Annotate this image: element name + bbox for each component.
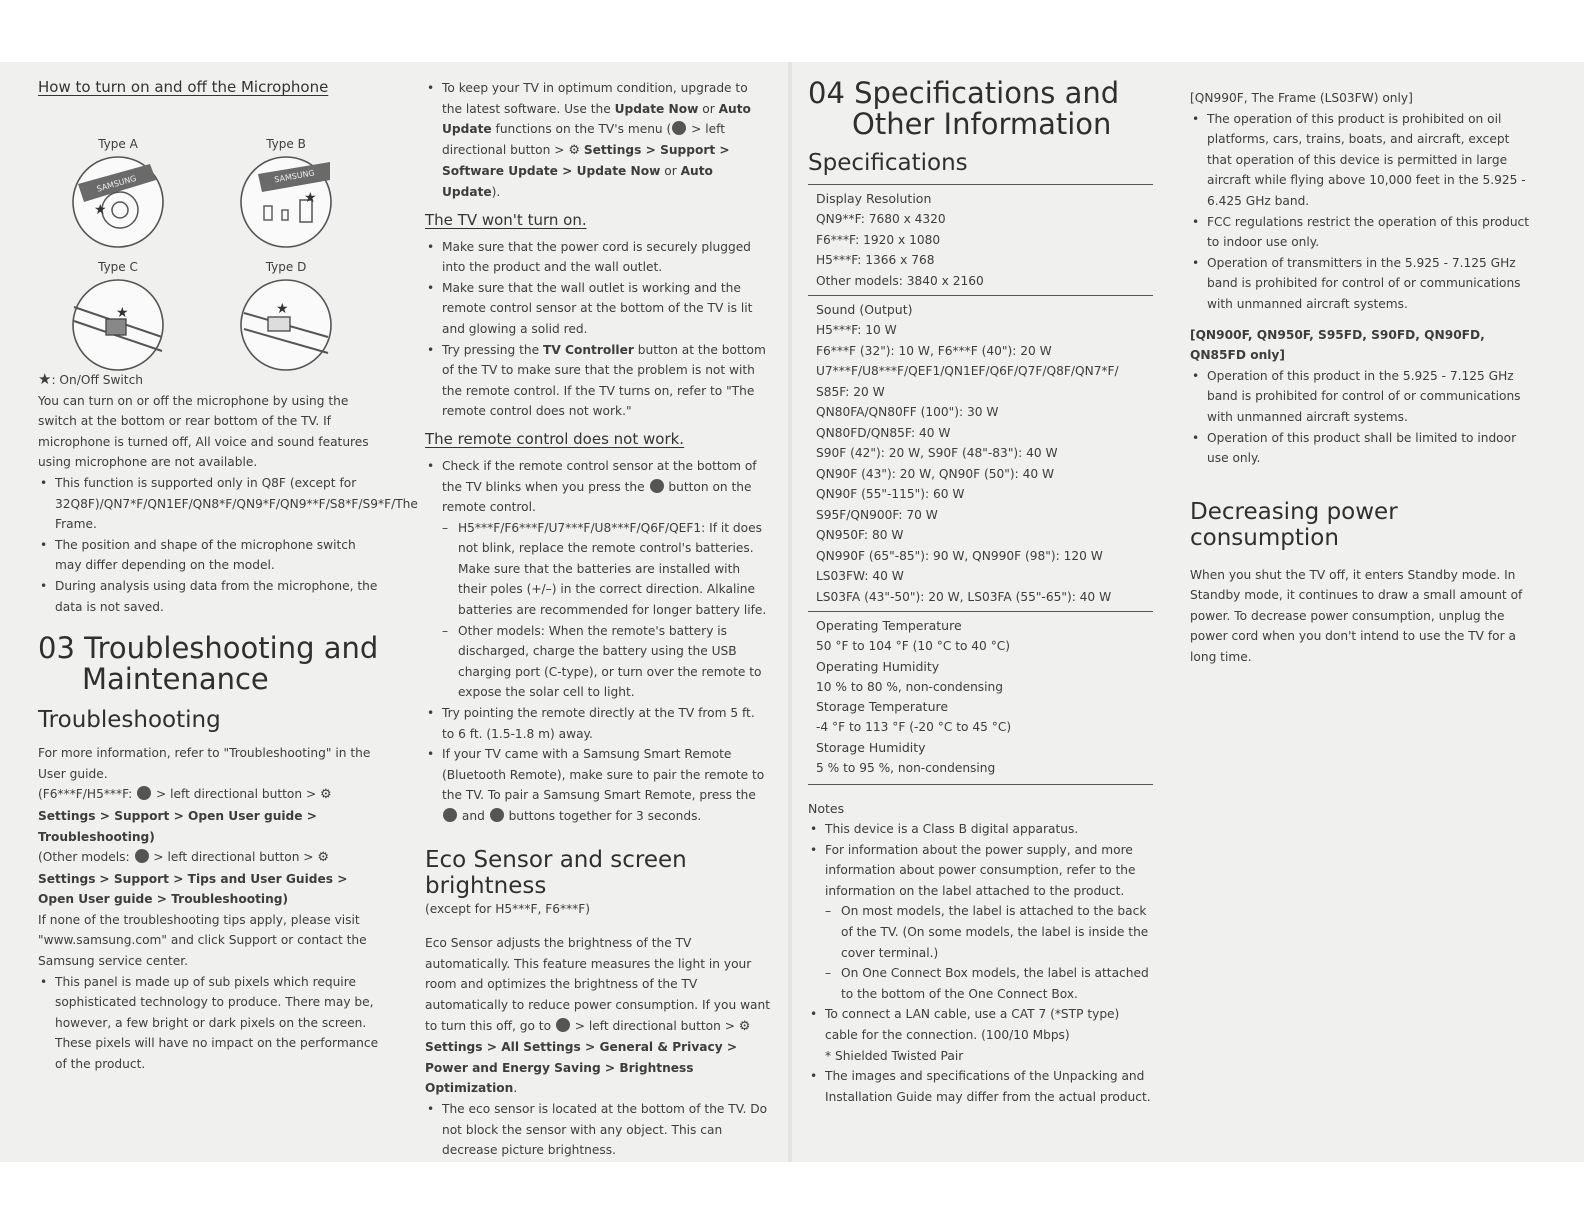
- notes-heading: Notes: [808, 801, 845, 816]
- operating-humidity-heading: Operating Humidity: [816, 658, 940, 674]
- spec-row: 5 % to 95 %, non-condensing: [816, 760, 996, 775]
- qn990f-heading: [QN990F, The Frame (LS03FW) only]: [1190, 91, 1413, 105]
- list-item: [425, 340, 770, 422]
- spec-row: U7***F/U8***F/QEF1/QN1EF/Q6F/Q7F/Q8F/QN7*F/: [816, 364, 1119, 378]
- list-item: • The images and specifications of the Unpacking and Installation Guide may differ from the actual product.: [808, 1066, 1153, 1107]
- specifications-title: Specifications: [808, 150, 968, 176]
- path-prefix: (Other models:: [38, 850, 130, 865]
- power-consumption-title: [1190, 499, 1535, 551]
- chapter-03-line2: Maintenance: [82, 662, 269, 697]
- eco-sensor-title: [425, 847, 770, 899]
- microphone-bullets: [38, 473, 418, 617]
- qn900f-heading: [1190, 325, 1535, 366]
- spec-row: H5***F: 1366 x 768: [816, 253, 935, 267]
- text: or: [702, 101, 715, 116]
- eco-bullets: [425, 1099, 770, 1161]
- text: Check if the remote control sensor at the bottom of the TV blinks when you press the: [442, 458, 757, 494]
- microphone-heading: How to turn on and off the Microphone: [38, 78, 329, 96]
- text: If your TV came with a Samsung Smart Remote (Bluetooth Remote), make sure to pair the remote to the TV. To pair a Samsung Smart Remote, press the: [442, 747, 765, 803]
- home-icon: [556, 1018, 570, 1032]
- text-bold: Auto Update: [442, 164, 713, 199]
- chapter-03-line1: 03 Troubleshooting and: [38, 631, 379, 666]
- list-item: [425, 78, 770, 203]
- wont-turn-on-bullets: [425, 237, 770, 422]
- chapter-04-title: [808, 78, 1153, 140]
- list-item: • The eco sensor is located at the bottom of the TV. Do not block the sensor with any object. This can decrease picture brightness.: [425, 1099, 770, 1161]
- remote-sub-bullets: [442, 518, 770, 703]
- spec-row: QN80FD/QN85F: 40 W: [816, 425, 951, 440]
- troubleshooting-other-path: [38, 847, 383, 910]
- power-title-line1: Decreasing power: [1190, 498, 1398, 525]
- microphone-diagrams: [38, 104, 383, 369]
- spec-row: QN950F: 80 W: [816, 528, 904, 542]
- text-bold: Update Now: [614, 101, 699, 116]
- text-bold: Settings > Support > Software Update > Update Now: [442, 142, 730, 179]
- list-item: • Operation of this product shall be limited to indoor use only.: [1190, 428, 1535, 469]
- path-text: > left directional button >: [153, 850, 314, 865]
- list-item: • This device is a Class B digital apparatus.: [808, 819, 1153, 840]
- footnote: * Shielded Twisted Pair: [825, 1048, 964, 1063]
- power-paragraph: When you shut the TV off, it enters Standby mode. In Standby mode, it continues to draw a small amount of power. To decrease power consumption, unplug the power cord when you don't intend to use the TV for a long time.: [1190, 567, 1523, 665]
- mic-type-b-illustration: [238, 154, 334, 250]
- spec-row: LS03FW: 40 W: [816, 569, 904, 583]
- text: ).: [491, 184, 501, 199]
- text: button at the bottom of the TV to make sure that the problem is not with the remote control. If the TV turns on, refer to "The remote control does not work.": [442, 342, 766, 419]
- list-item: – Other models: When the remote's battery is discharged, charge the battery using the USB charging port (C-type), or turn over the remote to expose the solar cell to light.: [442, 621, 770, 703]
- mic-type-d: [226, 259, 346, 373]
- text-bold: Settings > All Settings > General & Privacy > Power and Energy Saving > Brightness Optimization: [425, 1040, 738, 1096]
- list-item: [808, 1004, 1153, 1066]
- star-icon: ★: [304, 190, 317, 206]
- eco-paragraph: Eco Sensor adjusts the brightness of the TV automatically. This feature measures the light in your room and optimizes the brightness of the TV automatically to reduce power consumption. If you want to turn this off, go to > left directional button > ⚙ Settings > All Settings > General & Privacy > Power and Energy Saving > Brightness Optimization.: [425, 936, 771, 1096]
- storage-temperature-heading: Storage Temperature: [816, 699, 949, 714]
- list-item: – On most models, the label is attached to the back of the TV. (On some models, the label is inside the cover terminal.): [825, 901, 1153, 963]
- spec-row: F6***F (32"): 10 W, F6***F (40"): 20 W: [816, 343, 1052, 358]
- path-bold: Settings > Support > Open User guide > Troubleshooting): [38, 808, 317, 844]
- spec-row: F6***F: 1920 x 1080: [816, 232, 941, 247]
- spec-row: QN990F (65"-85"): 90 W, QN990F (98"): 120 W: [816, 548, 1103, 563]
- environment-block: [808, 611, 1153, 782]
- list-item: • Make sure that the power cord is securely plugged into the product and the wall outlet.: [425, 237, 770, 278]
- spec-row: LS03FA (43"-50"): 20 W, LS03FA (55"-65"): 40 W: [816, 589, 1112, 604]
- text-bold: [QN900F, QN950F, S95FD, S90FD, QN90FD, QN85FD only]: [1190, 327, 1485, 363]
- text: functions on the TV's menu (: [495, 122, 672, 137]
- notes-sub-bullets: [825, 901, 1153, 1004]
- list-item: – H5***F/F6***F/U7***F/U8***F/Q6F/QEF1: If it does not blink, replace the remote control's batteries. Make sure that the batteries are installed with their poles (+/–) in the correct direction. Alkaline batteries are recommended for longer battery life.: [442, 518, 770, 621]
- troubleshooting-title: Troubleshooting: [38, 707, 221, 734]
- mic-type-d-illustration: [238, 277, 334, 373]
- spec-row: QN90F (43"): 20 W, QN90F (50"): 40 W: [816, 466, 1055, 481]
- path-prefix: (F6***F/H5***F:: [38, 787, 133, 802]
- column-4: [1190, 88, 1535, 668]
- mic-type-d-label: Type D: [265, 260, 307, 274]
- text: For information about the power supply, and more information about power consumption, refer to the information on the label attached to the product.: [825, 842, 1136, 898]
- eco-title-line2: brightness: [425, 872, 547, 899]
- list-item: – On One Connect Box models, the label is attached to the bottom of the One Connect Box.: [825, 963, 1153, 1004]
- qn900f-bullets: [1190, 366, 1535, 469]
- list-item: • FCC regulations restrict the operation of this product to indoor use only.: [1190, 212, 1535, 253]
- text: button on the remote control.: [442, 479, 752, 515]
- spec-row: -4 °F to 113 °F (-20 °C to 45 °C): [816, 720, 1012, 734]
- spec-row: QN90F (55"-115"): 60 W: [816, 487, 965, 501]
- upgrade-bullets: [425, 78, 770, 203]
- logo-text: SAMSUNG: [273, 168, 316, 185]
- list-item: • Try pointing the remote directly at the TV from 5 ft. to 6 ft. (1.5-1.8 m) away.: [425, 703, 770, 744]
- text: > left directional button >: [442, 122, 725, 157]
- mic-type-c-label: Type C: [98, 260, 138, 274]
- list-item: • During analysis using data from the microphone, the data is not saved.: [38, 576, 383, 617]
- star-icon: ★: [94, 202, 107, 218]
- list-item: • This function is supported only in Q8F (except for 32Q8F)/QN7*F/QN1EF/QN8*F/QN9*F/QN9**F/S8*F/S9*F/The Frame.: [38, 473, 383, 535]
- text: To connect a LAN cable, use a CAT 7 (*STP type) cable for the connection. (100/10 Mbps): [825, 1007, 1120, 1042]
- text: Eco Sensor adjusts the brightness of the TV automatically. This feature measures the light in your room and optimizes the brightness of the TV automatically to reduce power consumption. If you want to turn this off, go to: [425, 936, 771, 1033]
- mic-type-c: [58, 259, 178, 373]
- chapter-03-title: [38, 633, 383, 695]
- spec-row: S90F (42"): 20 W, S90F (48"-83"): 40 W: [816, 446, 1058, 460]
- chapter-04-line1: 04 Specifications and: [808, 76, 1120, 110]
- eco-title-line1: Eco Sensor and screen: [425, 846, 687, 873]
- troubleshooting-bullets: [38, 972, 383, 1075]
- list-item: [425, 744, 770, 826]
- power-title-line2: consumption: [1190, 524, 1339, 551]
- list-item: • This panel is made up of sub pixels which require sophisticated technology to produce. There may be, however, a few bright or dark pixels on the screen. These pixels will have no impact on the performance of the product.: [38, 972, 383, 1075]
- spec-row: Other models: 3840 x 2160: [816, 273, 984, 288]
- column-2: [425, 78, 770, 1161]
- text: and: [461, 809, 485, 823]
- qn990f-bullets: [1190, 109, 1535, 315]
- text: or: [664, 164, 677, 179]
- star-icon: ★: [116, 305, 129, 321]
- list-item: [425, 456, 770, 703]
- list-item: • Operation of transmitters in the 5.925 - 7.125 GHz band is prohibited for control of or communications with unmanned aircraft systems.: [1190, 253, 1535, 315]
- show-through-decoration: [1200, 915, 1262, 988]
- star-icon: ★: [38, 370, 52, 388]
- text: To keep your TV in optimum condition, upgrade to the latest software. Use the: [442, 81, 748, 116]
- display-resolution-heading: Display Resolution: [816, 191, 932, 206]
- column-3: [808, 78, 1153, 1107]
- mic-type-a-illustration: [70, 154, 166, 250]
- text-bold: TV Controller: [543, 342, 634, 357]
- sound-output-block: [808, 295, 1153, 611]
- play-pause-button-icon: [490, 808, 504, 822]
- spec-row: QN80FA/QN80FF (100"): 30 W: [816, 405, 999, 419]
- notes-block: [808, 784, 1153, 1107]
- chapter-04-line2: Other Information: [852, 107, 1112, 141]
- text: buttons together for 3 seconds.: [508, 809, 702, 823]
- storage-humidity-heading: Storage Humidity: [816, 739, 926, 755]
- text: Try pressing the: [442, 342, 540, 357]
- spec-row: H5***F: 10 W: [816, 323, 897, 337]
- troubleshooting-paragraph-2: If none of the troubleshooting tips apply, please visit "www.samsung.com" and click Support or contact the Samsung service center.: [38, 912, 367, 969]
- column-1: [38, 78, 418, 1075]
- gear-icon: ⚙: [738, 1018, 751, 1034]
- power-button-icon: [650, 479, 664, 493]
- gear-icon: ⚙: [317, 850, 330, 866]
- list-item: • The operation of this product is prohibited on oil platforms, cars, trains, boats, and aircraft, except that operation of this device is permitted in large aircraft while flying above 10,000 feet in the 5.925 - 6.425 GHz band.: [1190, 109, 1535, 212]
- mic-type-b-label: Type B: [266, 137, 306, 151]
- list-item: • The position and shape of the microphone switch may differ depending on the model.: [38, 535, 383, 576]
- spec-row: QN9**F: 7680 x 4320: [816, 212, 946, 226]
- operating-temperature-heading: Operating Temperature: [816, 618, 962, 633]
- gear-icon: ⚙: [320, 787, 332, 803]
- list-item: • Operation of this product in the 5.925 - 7.125 GHz band is prohibited for control of or communications with unmanned aircraft systems.: [1190, 366, 1535, 428]
- text-bold: Auto Update: [442, 101, 751, 137]
- mic-type-a-label: Type A: [98, 137, 138, 151]
- path-bold: > Support > Tips and User Guides > Open User guide > Troubleshooting): [38, 871, 348, 907]
- path-text: > left directional button >: [156, 787, 317, 802]
- page-fold: [788, 62, 792, 1162]
- on-off-legend-text: : On/Off Switch: [51, 373, 144, 387]
- home-icon: [135, 849, 149, 863]
- spec-row: S85F: 20 W: [816, 384, 885, 399]
- gear-icon: ⚙: [568, 142, 580, 158]
- spec-row: 10 % to 80 %, non-condensing: [816, 679, 1003, 694]
- remote-bullets: [425, 456, 770, 827]
- troubleshooting-paragraph-1: For more information, refer to "Troubleshooting" in the User guide.: [38, 746, 371, 781]
- remote-heading: The remote control does not work.: [425, 429, 685, 448]
- notes-bullets: [808, 819, 1153, 1107]
- spec-row: 50 °F to 104 °F (10 °C to 40 °C): [816, 639, 1011, 653]
- mic-type-b: [226, 136, 346, 250]
- wont-turn-on-heading: The TV won't turn on.: [425, 210, 587, 229]
- home-icon: [672, 121, 686, 135]
- microphone-paragraph: You can turn on or off the microphone by using the switch at the bottom or rear bottom of the TV. If microphone is turned off, All voice and sound features using microphone are not available.: [38, 393, 369, 470]
- back-button-icon: [443, 808, 457, 822]
- mic-type-a: [58, 136, 178, 250]
- sound-output-heading: Sound (Output): [816, 302, 913, 317]
- path-bold: Settings: [38, 871, 96, 886]
- text: > left directional button >: [574, 1018, 735, 1033]
- list-item: [808, 840, 1153, 1005]
- star-icon: ★: [276, 301, 289, 317]
- logo-text: SAMSUNG: [95, 173, 138, 194]
- mic-type-c-illustration: [70, 277, 166, 373]
- eco-except: (except for H5***F, F6***F): [425, 901, 591, 916]
- display-resolution-block: [808, 184, 1153, 295]
- list-item: • Make sure that the wall outlet is working and the remote control sensor at the bottom of the TV is lit and glowing a solid red.: [425, 278, 770, 340]
- troubleshooting-f6-path: [38, 784, 383, 847]
- home-icon: [137, 786, 151, 800]
- spec-row: S95F/QN900F: 70 W: [816, 507, 938, 522]
